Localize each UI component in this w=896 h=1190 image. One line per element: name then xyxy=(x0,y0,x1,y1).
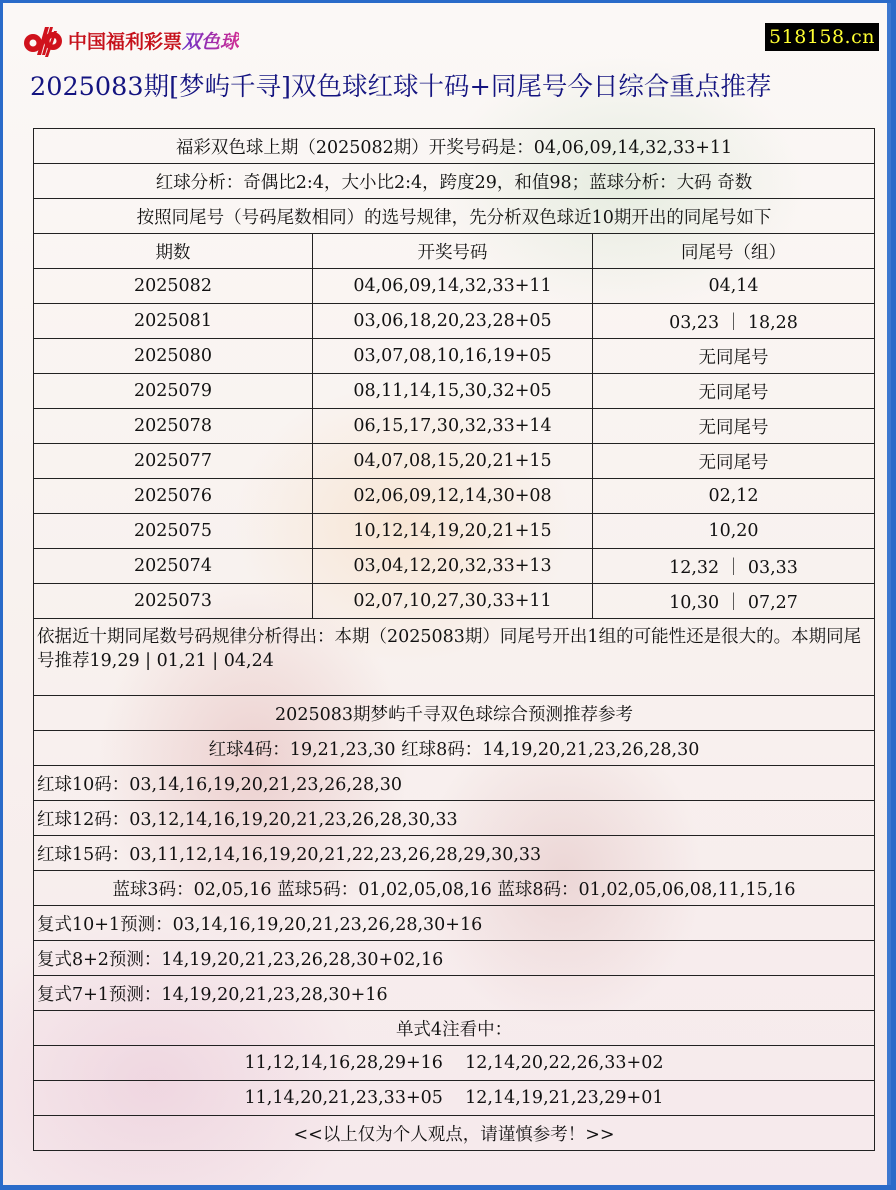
red-10-row xyxy=(34,766,875,801)
page-title: 2025083期[梦屿千寻]双色球红球十码+同尾号今日综合重点推荐 xyxy=(30,72,772,102)
period-cell: 2025074 xyxy=(34,549,313,584)
same-tail-cell: 无同尾号 xyxy=(593,374,875,409)
recommendation-table xyxy=(33,128,875,1151)
conclusion-text: 依据近十期同尾数号码规律分析得出：本期（2025083期）同尾号开出1组的可能性还是很大的。本期同尾号推荐19,29 | 01,21 | 04,24 xyxy=(34,619,875,696)
table-row xyxy=(34,409,875,444)
numbers-cell: 06,15,17,30,32,33+14 xyxy=(313,409,593,444)
fushi-8-2-text: 复式8+2预测：14,19,20,21,23,26,28,30+02,16 xyxy=(34,941,875,976)
numbers-cell: 04,07,08,15,20,21+15 xyxy=(313,444,593,479)
numbers-cell: 10,12,14,19,20,21+15 xyxy=(313,514,593,549)
same-tail-cell: 04,14 xyxy=(593,269,875,304)
red-12-text: 红球12码：03,12,14,16,19,20,21,23,26,28,30,33 xyxy=(34,801,875,836)
blue-text: 蓝球3码：02,05,16 蓝球5码：01,02,05,08,16 蓝球8码：01,02,05,06,08,11,15,16 xyxy=(34,871,875,906)
analysis-text: 红球分析：奇偶比2:4，大小比2:4，跨度29，和值98；蓝球分析：大码 奇数 xyxy=(34,164,875,199)
disclaimer-text: <<以上仅为个人观点，请谨慎参考！>> xyxy=(34,1116,875,1151)
red-15-row xyxy=(34,836,875,871)
table-row xyxy=(34,549,875,584)
period-cell: 2025077 xyxy=(34,444,313,479)
numbers-cell: 08,11,14,15,30,32+05 xyxy=(313,374,593,409)
single-title: 单式4注看中： xyxy=(34,1011,875,1046)
header-same-tail: 同尾号（组） xyxy=(593,234,875,269)
table-row xyxy=(34,269,875,304)
same-tail-cell: 10,20 xyxy=(593,514,875,549)
header-period: 期数 xyxy=(34,234,313,269)
table-row xyxy=(34,444,875,479)
numbers-cell: 02,06,09,12,14,30+08 xyxy=(313,479,593,514)
same-tail-cell: 无同尾号 xyxy=(593,339,875,374)
logo-text-ssq: 双色球 xyxy=(182,30,240,53)
numbers-cell: 03,06,18,20,23,28+05 xyxy=(313,304,593,339)
same-tail-cell: 无同尾号 xyxy=(593,444,875,479)
rule-note-text: 按照同尾号（号码尾数相同）的选号规律，先分析双色球近10期开出的同尾号如下 xyxy=(34,199,875,234)
same-tail-cell: 无同尾号 xyxy=(593,409,875,444)
last-draw-row xyxy=(34,129,875,164)
numbers-cell: 03,04,12,20,32,33+13 xyxy=(313,549,593,584)
welfare-lottery-logo xyxy=(21,23,239,57)
table-row xyxy=(34,339,875,374)
single-title-row xyxy=(34,1011,875,1046)
fushi-10-1-row xyxy=(34,906,875,941)
period-cell: 2025080 xyxy=(34,339,313,374)
fushi-7-1-text: 复式7+1预测：14,19,20,21,23,28,30+16 xyxy=(34,976,875,1011)
prediction-title: 2025083期梦屿千寻双色球综合预测推荐参考 xyxy=(34,696,875,731)
period-cell: 2025075 xyxy=(34,514,313,549)
conclusion-row xyxy=(34,619,875,696)
numbers-cell: 04,06,09,14,32,33+11 xyxy=(313,269,593,304)
same-tail-cell: 02,12 xyxy=(593,479,875,514)
disclaimer-row xyxy=(34,1116,875,1151)
single-picks-2: 11,14,20,21,23,33+05 12,14,19,21,23,29+01 xyxy=(34,1081,875,1116)
site-badge[interactable]: 518158.cn xyxy=(765,23,879,51)
fushi-8-2-row xyxy=(34,941,875,976)
red-15-text: 红球15码：03,11,12,14,16,19,20,21,22,23,26,28,29,30,33 xyxy=(34,836,875,871)
rule-note-row xyxy=(34,199,875,234)
logo-text-cn: 中国福利彩票 xyxy=(68,30,183,53)
fushi-10-1-text: 复式10+1预测：03,14,16,19,20,21,23,26,28,30+16 xyxy=(34,906,875,941)
history-header-row xyxy=(34,234,875,269)
period-cell: 2025076 xyxy=(34,479,313,514)
table-row xyxy=(34,374,875,409)
header-numbers: 开奖号码 xyxy=(313,234,593,269)
period-cell: 2025082 xyxy=(34,269,313,304)
same-tail-cell: 10,30 ｜ 07,27 xyxy=(593,584,875,619)
analysis-row xyxy=(34,164,875,199)
fushi-7-1-row xyxy=(34,976,875,1011)
logo-text xyxy=(68,27,239,54)
single-row-1 xyxy=(34,1046,875,1081)
table-row xyxy=(34,304,875,339)
same-tail-cell: 12,32 ｜ 03,33 xyxy=(593,549,875,584)
numbers-cell: 02,07,10,27,30,33+11 xyxy=(313,584,593,619)
table-row xyxy=(34,584,875,619)
single-row-2 xyxy=(34,1081,875,1116)
prediction-title-row xyxy=(34,696,875,731)
same-tail-cell: 03,23 ｜ 18,28 xyxy=(593,304,875,339)
single-picks-1: 11,12,14,16,28,29+16 12,14,20,22,26,33+02 xyxy=(34,1046,875,1081)
red-4-8-row xyxy=(34,731,875,766)
red-4-8-text: 红球4码：19,21,23,30 红球8码：14,19,20,21,23,26,28,30 xyxy=(34,731,875,766)
period-cell: 2025078 xyxy=(34,409,313,444)
numbers-cell: 03,07,08,10,16,19+05 xyxy=(313,339,593,374)
last-draw-text: 福彩双色球上期（2025082期）开奖号码是：04,06,09,14,32,33+11 xyxy=(34,129,875,164)
cwl-logo-icon xyxy=(21,23,65,57)
period-cell: 2025079 xyxy=(34,374,313,409)
table-row xyxy=(34,479,875,514)
red-10-text: 红球10码：03,14,16,19,20,21,23,26,28,30 xyxy=(34,766,875,801)
blue-row xyxy=(34,871,875,906)
table-row xyxy=(34,514,875,549)
red-12-row xyxy=(34,801,875,836)
period-cell: 2025081 xyxy=(34,304,313,339)
period-cell: 2025073 xyxy=(34,584,313,619)
page-frame xyxy=(3,3,891,1185)
